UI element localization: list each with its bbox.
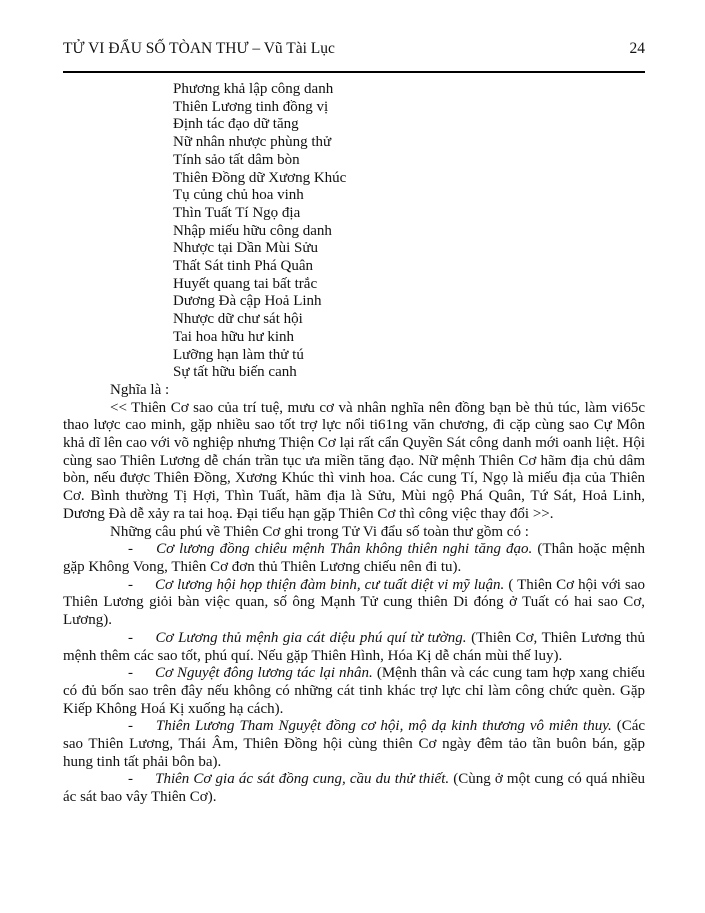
verse-block (173, 81, 645, 382)
verse-line: Phương khả lập công danh (173, 81, 334, 97)
phu-quote: Cơ lương hội họp thiện đàm binh, cư tuất diệt vi mỹ luận. (155, 576, 505, 593)
phu-item (63, 630, 645, 665)
verse-line: Tụ củng chủ hoa vinh (173, 187, 304, 204)
phu-note: (Thân hoặc mệnh gặp Không Vong, Thiên Cơ đơn thủ Thiên Lương chiếu nên đi tu). (63, 541, 646, 575)
phu-quote: Cơ lương đồng chiêu mệnh Thân không thiên nghi tăng đạo. (156, 541, 533, 558)
phu-quote: Thiên Lương Tham Nguyệt đồng cơ hội, mộ dạ kinh thương vô miên thuy. (155, 718, 612, 735)
phu-note: (Mệnh thân và các cung tam hợp xang chiếu có đủ bốn sao trên đây nếu không có những cát tinh khác trợ lực chỉ làm công chức quèn. Gặp Kiếp Không Hoá Kị xuống hạ cách). (63, 665, 646, 717)
phu-item (63, 718, 645, 771)
phu-intro: Những câu phú về Thiên Cơ ghi trong Tử Vi đẩu số toàn thư gồm có : (110, 523, 529, 540)
header-divider (63, 71, 645, 73)
bullet-dash: - (128, 576, 133, 593)
phu-quote: Cơ Nguyệt đông lương tác lại nhân. (155, 665, 373, 682)
page-number: 24 (629, 40, 645, 57)
phu-note: (Cùng ở một cung có quá nhiều ác sát bao vây Thiên Cơ). (63, 771, 646, 806)
bullet-dash: - (128, 665, 133, 682)
verse-line: Nhược tại Dần Mùi Sửu (173, 240, 319, 257)
verse-line: Dương Đà cập Hoả Linh (173, 293, 322, 310)
meaning-paragraph: << Thiên Cơ sao của trí tuệ, mưu cơ và nhân nghĩa nên đồng bạn bè thủ túc, làm vi65c thao lược cao minh, gặp nhiều sao tốt trợ lực nổi ti61ng văn chương, đi cặp cùng sao Cự Môn khả dĩ lên cao với võ nghiệp nhưng Thiện Cơ lại rất cẩn Quyền Sát công danh mới oanh liệt. Hội cùng sao Thiên Lương dễ chán trần tục ưa miền tăng đạo. Nữ mệnh Thiên Cơ hãm địa chủ dâm bòn, nếu được Thiên Đồng, Xương Khúc thì vinh hoa. Các cung Tí, Ngọ là miếu địa của Thiên Cơ. Bình thường Tị Hợi, Thìn Tuất, hãm địa là Sửu, Mùi ngộ Phá Quân, Tứ Sát, Hoả Linh, Dương Đà dễ xảy ra tai hoạ. Đại tiểu hạn gặp Thiên Cơ thì công việc thay đổi >>. (63, 399, 645, 522)
phu-note: (Thiên Cơ, Thiên Lương thủ mệnh thêm các sao tốt, phú quí. Nếu gặp Thiên Hình, Hóa Kị dễ chán mùi thế luy). (63, 629, 646, 664)
bullet-dash: - (128, 771, 133, 788)
phu-item (63, 577, 645, 630)
phu-quote: Cơ Lương thủ mệnh gia cát diệu phú quí từ tường. (155, 629, 467, 646)
page-content (63, 40, 645, 807)
phu-item (63, 771, 645, 806)
phu-quote: Thiên Cơ gia ác sát đồng cung, cầu du thử thiết. (155, 771, 450, 788)
meaning-label: Nghĩa là : (110, 381, 170, 398)
phu-note: (Các sao Thiên Lương, Thái Âm, Thiên Đồng hội cùng thiên Cơ ngày đêm tảo tần buôn bán, gặp hung tinh tất phải bôn ba). (63, 718, 646, 770)
verse-line: Nhập miếu hữu công danh (173, 222, 332, 239)
verse-line: Nữ nhân nhược phùng thử (173, 134, 332, 151)
header-title: TỬ VI ĐẨU SỐ TÒAN THƯ – Vũ Tài Lục (63, 40, 335, 57)
page-header (63, 40, 645, 58)
verse-line: Lưỡng hạn làm thử tú (173, 346, 304, 363)
body-text (63, 81, 645, 807)
phu-item (63, 541, 645, 576)
bullet-dash: - (128, 541, 133, 558)
verse-line: Tính sảo tất dâm bòn (173, 151, 300, 168)
phu-item (63, 665, 645, 718)
verse-line: Sự tất hữu biến canh (173, 364, 297, 381)
verse-line: Định tác đạo dữ tăng (173, 116, 299, 133)
verse-line: Thiên Lương tinh đồng vị (173, 98, 329, 115)
bullet-dash: - (128, 718, 133, 735)
verse-line: Huyết quang tai bất trắc (173, 275, 318, 292)
phu-note: ( Thiên Cơ hội với sao Thiên Lương giỏi bàn việc quan, số ông Mạnh Tử cung thiên Di đóng ở Tuất có hai sao Cơ, Lương). (63, 576, 645, 629)
verse-line: Nhược dữ chư sát hội (173, 311, 303, 328)
verse-line: Thìn Tuất Tí Ngọ địa (173, 204, 301, 221)
verse-line: Thiên Đồng dữ Xương Khúc (173, 169, 347, 186)
verse-line: Tai hoa hữu hư kinh (173, 328, 295, 345)
verse-line: Thất Sát tinh Phá Quân (173, 258, 313, 275)
bullet-dash: - (128, 629, 133, 646)
